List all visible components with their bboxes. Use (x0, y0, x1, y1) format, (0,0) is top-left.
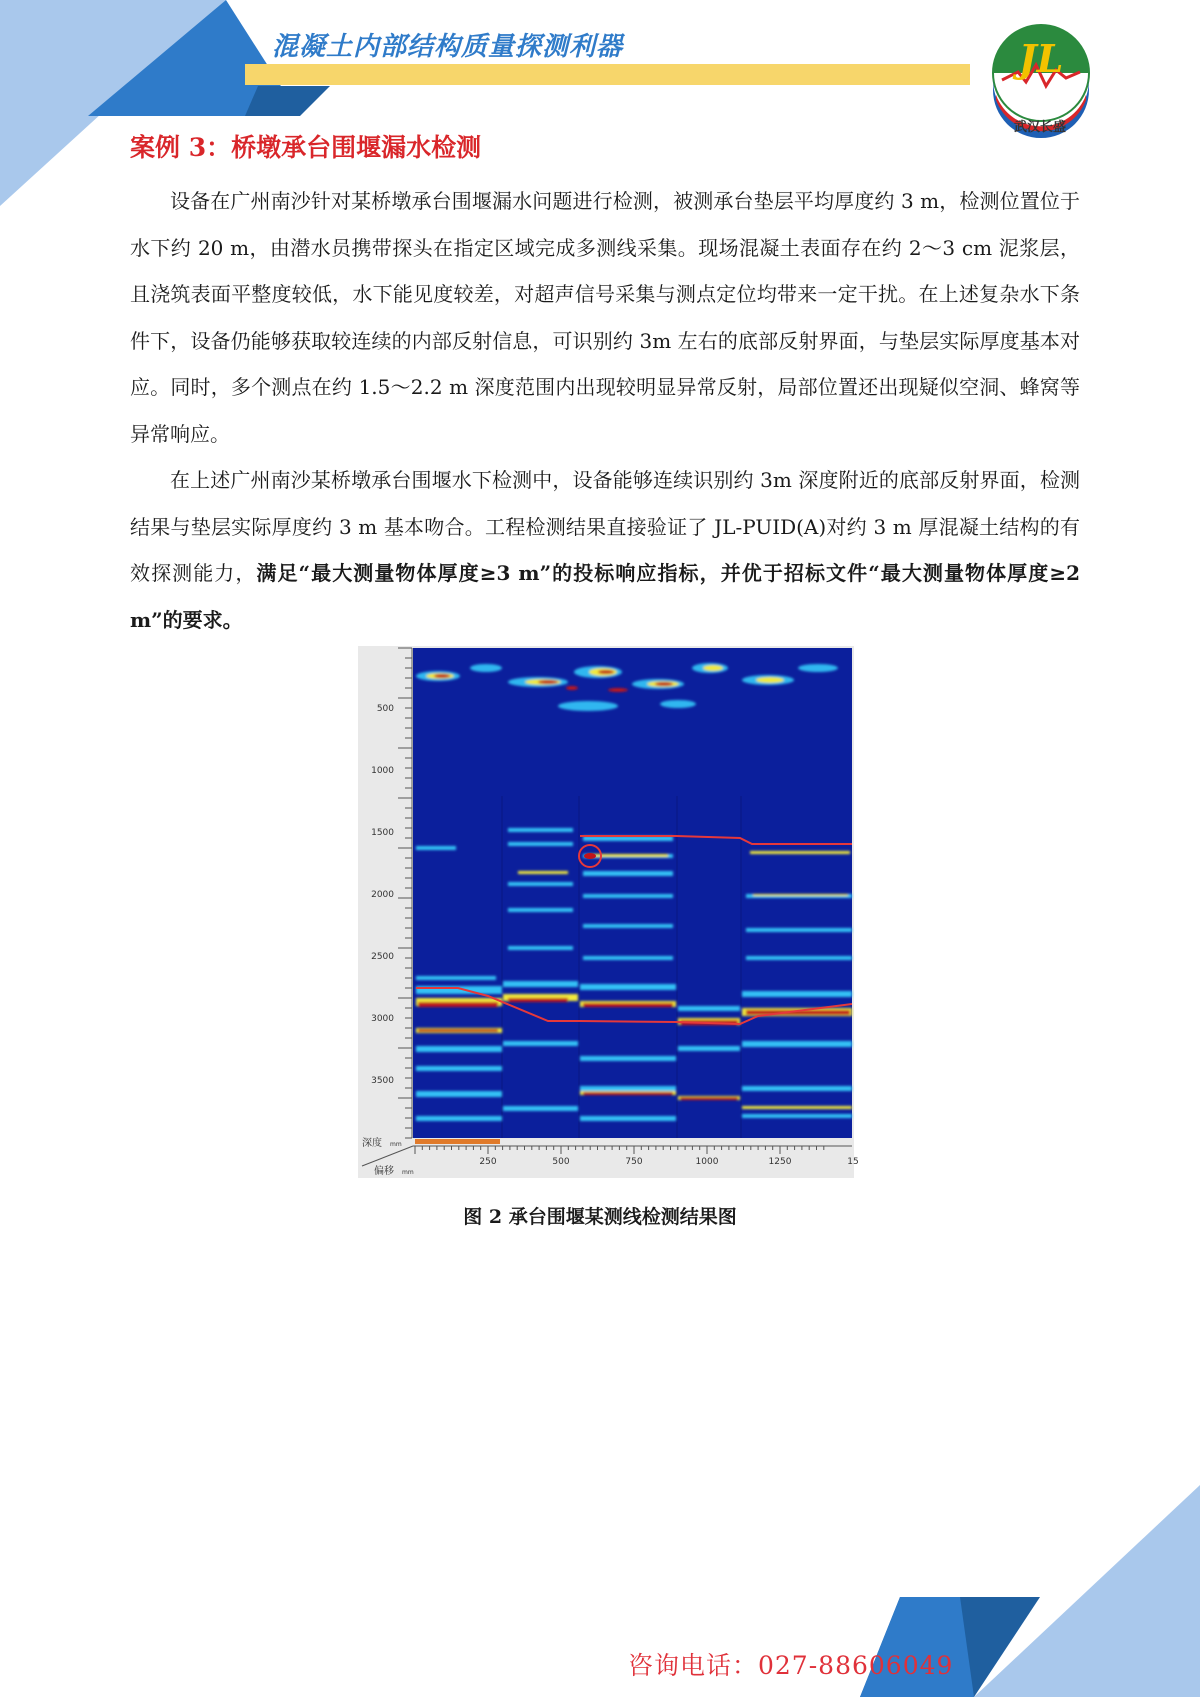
figure-caption: 图 2 承台围堰某测线检测结果图 (463, 1206, 737, 1228)
offset-axis-label: 偏移 (374, 1166, 394, 1177)
depth-axis-unit: mm (390, 1141, 402, 1148)
body-text (130, 178, 1080, 643)
svg-text:JL: JL (1018, 36, 1064, 81)
header-title: 混凝土内部结构质量探测利器 (272, 32, 624, 62)
case-title: 案例 3：桥墩承台围堰漏水检测 (130, 133, 482, 162)
y-tick-label: 1000 (371, 766, 394, 776)
offset-axis-unit: mm (402, 1169, 414, 1176)
detection-result-figure (358, 646, 859, 1178)
x-tick-label: 15 (847, 1157, 859, 1167)
x-tick-label: 500 (552, 1157, 570, 1167)
y-tick-label: 1500 (371, 828, 394, 838)
paragraph-2 (130, 457, 1080, 643)
y-tick-label: 2000 (371, 890, 394, 900)
x-tick-label: 250 (479, 1157, 497, 1167)
x-tick-label: 1000 (695, 1157, 719, 1167)
figure-plot-area (413, 648, 852, 1138)
paragraph-2-normal: 在上述广州南沙某桥墩承台围堰水下检测中，设备能够连续识别约 3m 深度附近的底部反射界面，检测结果与垫层实际厚度约 3 m 基本吻合。工程检测结果直接验证了 JL-PUID(A)对约 3 m 厚混凝土结构的有效探测能力， (130, 468, 1080, 585)
depth-axis-label: 深度 (362, 1138, 382, 1149)
paragraph-1: 设备在广州南沙针对某桥墩承台围堰漏水问题进行检测，被测承台垫层平均厚度约 3 m，检测位置位于水下约 20 m，由潜水员携带探头在指定区域完成多测线采集。现场混凝土表面存在约 2～3 cm 泥浆层，且浇筑表面平整度较低，水下能见度较差，对超声信号采集与测点定位均带来一定干扰。在上述复杂水下条件下，设备仍能够获取较连续的内部反射信息，可识别约 3m 左右的底部反射界面，与垫层实际厚度基本对应。同时，多个测点在约 1.5～2.2 m 深度范围内出现较明显异常反射，局部位置还出现疑似空洞、蜂窝等异常响应。 (130, 189, 1080, 446)
x-tick-label: 1250 (768, 1157, 792, 1167)
y-tick-label: 3000 (371, 1014, 394, 1024)
x-axis-highlight (415, 1139, 500, 1144)
paragraph-2-bold: 满足“最大测量物体厚度≥3 m”的投标响应指标，并优于招标文件“最大测量物体厚度≥2 m”的要求。 (130, 561, 1081, 632)
y-tick-label: 2500 (371, 952, 394, 962)
x-tick-label: 750 (625, 1157, 643, 1167)
header-bar (245, 64, 970, 85)
y-tick-label: 500 (376, 704, 394, 714)
y-tick-label: 3500 (371, 1076, 394, 1086)
logo-caption: 武汉长盛 (1013, 120, 1066, 135)
contact-phone: 咨询电话：027-88606049 (628, 1651, 954, 1680)
